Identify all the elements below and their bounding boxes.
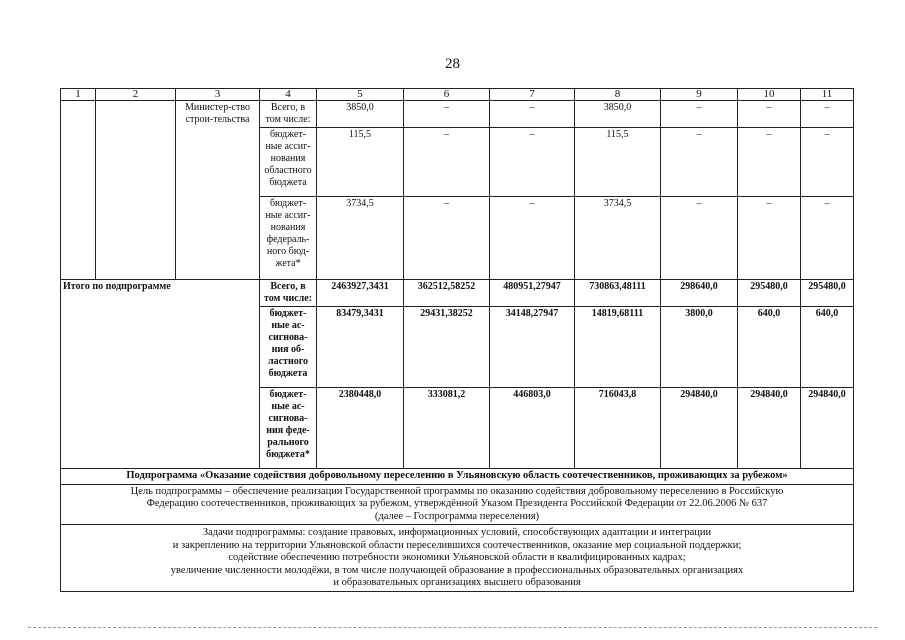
value-cell: 29431,38252 bbox=[404, 307, 490, 388]
row-label: бюджет-ные ас-сигнова-ния феде-рального бюджета* bbox=[260, 388, 317, 469]
column-number: 3 bbox=[176, 89, 260, 101]
value-cell: – bbox=[801, 197, 854, 280]
value-cell: 83479,3431 bbox=[317, 307, 404, 388]
goal-line: (далее – Госпрограмма переселения) bbox=[374, 510, 540, 522]
table-row bbox=[61, 280, 854, 307]
value-cell: – bbox=[738, 128, 801, 197]
value-cell: 294840,0 bbox=[661, 388, 738, 469]
column-number: 7 bbox=[490, 89, 575, 101]
value-cell: 295480,0 bbox=[801, 280, 854, 307]
column-number: 4 bbox=[260, 89, 317, 101]
empty-cell bbox=[61, 101, 96, 280]
value-cell: – bbox=[738, 101, 801, 128]
table-row bbox=[61, 525, 854, 592]
value-cell: – bbox=[738, 197, 801, 280]
table-row bbox=[61, 484, 854, 525]
value-cell: – bbox=[490, 101, 575, 128]
goal-line: Цель подпрограммы – обеспечение реализации Государственной программы по оказанию содействия добровольному переселению в Российскую bbox=[130, 485, 784, 497]
row-label: Всего, в том числе: bbox=[260, 280, 317, 307]
column-number: 9 bbox=[661, 89, 738, 101]
column-number: 6 bbox=[404, 89, 490, 101]
row-label: бюджет-ные ас-сигнова-ния об-ластного бюджета bbox=[260, 307, 317, 388]
table-row bbox=[61, 469, 854, 485]
row-label: бюджет-ные ассиг-нования федераль-ного бюд-жета* bbox=[260, 197, 317, 280]
value-cell: – bbox=[404, 197, 490, 280]
empty-cell bbox=[96, 101, 176, 280]
column-number: 5 bbox=[317, 89, 404, 101]
value-cell: 115,5 bbox=[575, 128, 661, 197]
goal-line: Федерацию соотечественников, проживающих за рубежом, утверждённой Указом Президента Российской Федерации от 22.06.2006 № 637 bbox=[146, 498, 768, 509]
value-cell: 3850,0 bbox=[575, 101, 661, 128]
page-number: 28 bbox=[445, 56, 460, 72]
value-cell: 480951,27947 bbox=[490, 280, 575, 307]
organization-cell: Министер-ство строи-тельства bbox=[176, 101, 260, 280]
value-cell: 294840,0 bbox=[738, 388, 801, 469]
total-title: Итого по подпрограмме bbox=[61, 280, 260, 469]
subprogram-title: Подпрограмма «Оказание содействия добровольному переселению в Ульяновскую область соотечественников, проживающих за рубежом» bbox=[61, 469, 854, 485]
row-label: Всего, в том числе: bbox=[260, 101, 317, 128]
value-cell: 3800,0 bbox=[661, 307, 738, 388]
value-cell: 2463927,3431 bbox=[317, 280, 404, 307]
value-cell: 640,0 bbox=[738, 307, 801, 388]
value-cell: 14819,68111 bbox=[575, 307, 661, 388]
value-cell: 3734,5 bbox=[575, 197, 661, 280]
value-cell: 3850,0 bbox=[317, 101, 404, 128]
column-number: 2 bbox=[96, 89, 176, 101]
column-number: 8 bbox=[575, 89, 661, 101]
table-row bbox=[61, 101, 854, 128]
value-cell: – bbox=[404, 128, 490, 197]
value-cell: 730863,48111 bbox=[575, 280, 661, 307]
value-cell: – bbox=[661, 101, 738, 128]
scan-edge-line bbox=[28, 627, 877, 628]
value-cell: 2380448,0 bbox=[317, 388, 404, 469]
value-cell: – bbox=[661, 197, 738, 280]
subprogram-goal bbox=[61, 484, 854, 525]
value-cell: 362512,58252 bbox=[404, 280, 490, 307]
column-number-row bbox=[61, 89, 854, 101]
task-line: и образовательных организациях высшего образования bbox=[333, 577, 581, 588]
value-cell: 298640,0 bbox=[661, 280, 738, 307]
value-cell: – bbox=[490, 128, 575, 197]
value-cell: – bbox=[661, 128, 738, 197]
value-cell: 3734,5 bbox=[317, 197, 404, 280]
task-line: и закреплению на территории Ульяновской области переселившихся соотечественников, оказание мер социальной поддержки; bbox=[172, 539, 742, 551]
value-cell: – bbox=[801, 101, 854, 128]
task-line: Задачи подпрограммы: создание правовых, информационных условий, способствующих адаптации и интеграции bbox=[202, 527, 712, 538]
value-cell: 716043,8 bbox=[575, 388, 661, 469]
value-cell: 115,5 bbox=[317, 128, 404, 197]
value-cell: 295480,0 bbox=[738, 280, 801, 307]
column-number: 11 bbox=[801, 89, 854, 101]
value-cell: 640,0 bbox=[801, 307, 854, 388]
value-cell: 294840,0 bbox=[801, 388, 854, 469]
task-line: увеличение численности молодёжи, в том числе получающей образование в профессиональных образовательных организациях bbox=[170, 564, 744, 576]
value-cell: – bbox=[490, 197, 575, 280]
column-number: 1 bbox=[61, 89, 96, 101]
budget-table bbox=[60, 88, 854, 592]
row-label: бюджет-ные ассиг-нования областного бюджета bbox=[260, 128, 317, 197]
value-cell: – bbox=[801, 128, 854, 197]
value-cell: 34148,27947 bbox=[490, 307, 575, 388]
task-line: содействие обеспечению потребности экономики Ульяновской области в квалифицированных кадрах; bbox=[228, 552, 686, 563]
value-cell: 446803,0 bbox=[490, 388, 575, 469]
value-cell: – bbox=[404, 101, 490, 128]
subprogram-tasks bbox=[61, 525, 854, 592]
value-cell: 333081,2 bbox=[404, 388, 490, 469]
column-number: 10 bbox=[738, 89, 801, 101]
